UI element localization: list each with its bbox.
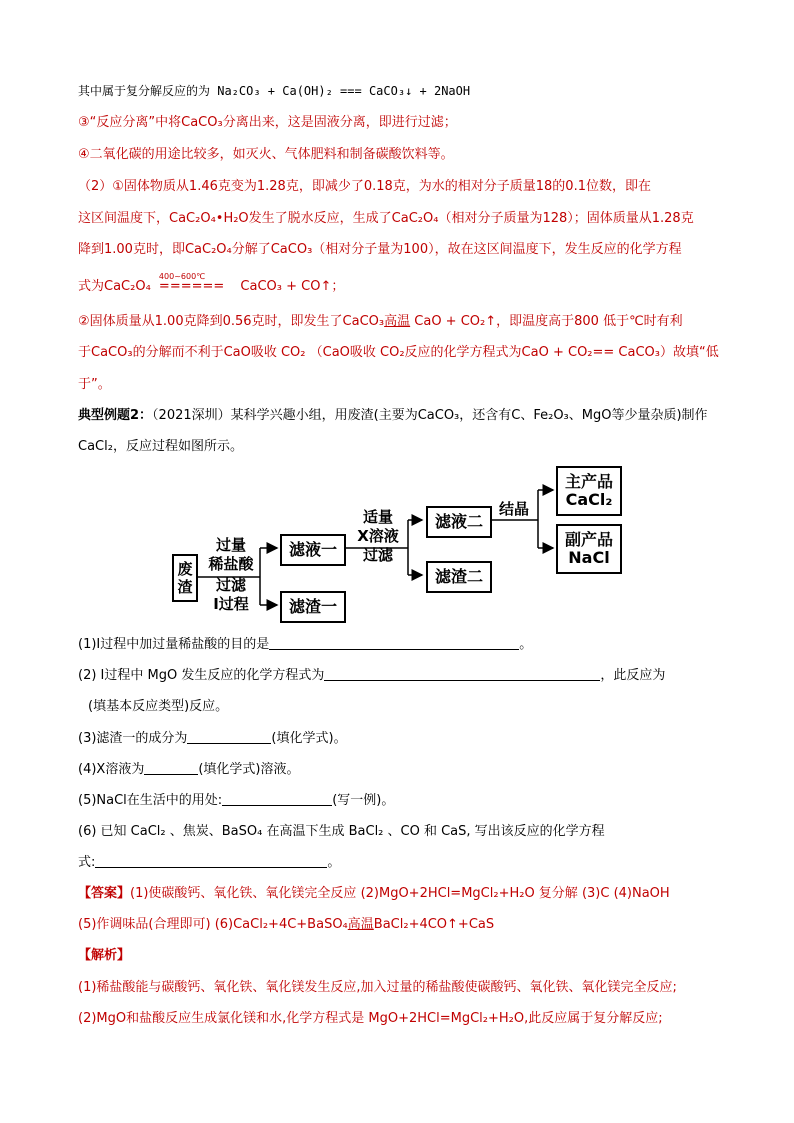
text-line-4: （2）①固体物质从1.46克变为1.28克，即减少了0.18克，为水的相对分子质量18的0.1位数，即在 (78, 179, 651, 194)
text-line-7 (78, 272, 345, 297)
question-6-end: 。 (327, 855, 341, 870)
text-line-7-end: CaCO₃ + CO↑； (240, 279, 345, 294)
question-1-text: (1)Ⅰ过程中加过量稀盐酸的目的是 (78, 637, 270, 652)
filtrate1-box: 滤液一 (280, 534, 346, 566)
answer-blank-4[interactable] (144, 760, 198, 775)
text-line-3: ④二氧化碳的用途比较多，如灭火、气体肥料和制备碳酸饮料等。 (78, 147, 454, 162)
question-5 (78, 791, 394, 811)
condition-text: 400~600℃ (158, 272, 206, 281)
text-line-1: 其中属于复分解反应的为 Na₂CO₃ + Ca(OH)₂ === CaCO₃↓ + 2NaOH (78, 84, 471, 98)
text-line-9: 于CaCO₃的分解而不利于CaO吸收 CO₂ （CaO吸收 CO₂反应的化学方程式为CaO + CO₂== CaCO₃）故填“低 (78, 345, 719, 360)
text-line-2: ③“反应分离”中将CaCO₃分离出来，这是固液分离，即进行过滤； (78, 115, 457, 130)
residue1-box: 滤渣一 (280, 591, 346, 623)
answer-blank-1[interactable] (269, 635, 519, 650)
question-2-cont: (填基本反应类型)反应。 (88, 699, 229, 714)
main-product-box: 主产品 CaCl₂ (556, 466, 622, 516)
text-line-6: 降到1.00克时，即CaC₂O₄分解了CaCO₃（相对分子量为100），故在这区间温度下，发生反应的化学方程 (78, 242, 682, 257)
equals-sign: ====== (158, 279, 225, 294)
question-4-text: (4)X溶液为 (78, 762, 145, 777)
answer-line-1 (78, 884, 670, 904)
question-5-end: (写一例)。 (332, 793, 395, 808)
text-line-8-start: ②固体质量从1.00克降到0.56克时，即发生了CaCO₃ (78, 314, 385, 329)
answer-high-temp: 高温 (347, 917, 374, 932)
question-1 (78, 635, 532, 655)
question-3 (78, 729, 347, 749)
question-2 (78, 666, 665, 686)
question-4 (78, 760, 299, 780)
text-line-7-start: 式为CaC₂O₄ (78, 279, 151, 294)
residue2-box: 滤渣二 (426, 561, 492, 593)
question-3-text: (3)滤渣一的成分为 (78, 731, 188, 746)
high-temp-condition: 高温 (384, 314, 411, 329)
text-line-5: 这区间温度下，CaC₂O₄•H₂O发生了脱水反应，生成了CaC₂O₄（相对分子质量为128）；固体质量从1.28克 (78, 211, 694, 226)
by-product-box: 副产品 NaCl (556, 524, 622, 574)
question-4-end: (填化学式)溶液。 (198, 762, 300, 777)
filtrate2-box: 滤液二 (426, 506, 492, 538)
question-2-text: (2) Ⅰ过程中 MgO 发生反应的化学方程式为 (78, 668, 325, 683)
question-6: (6) 已知 CaCl₂ 、焦炭、BaSO₄ 在高温下生成 BaCl₂ 、CO 和 CaS, 写出该反应的化学方程 (78, 824, 605, 839)
answer-text-2-end: BaCl₂+4CO↑+CaS (373, 917, 495, 932)
example-heading (78, 406, 708, 426)
question-3-end: (填化学式)。 (271, 731, 347, 746)
step1-process-label: 过滤 Ⅰ过程 (213, 576, 249, 613)
answer-text-2-start: (5)作调味品(合理即可) (6)CaCl₂+4C+BaSO₄ (78, 917, 348, 932)
answer-line-2 (78, 915, 494, 935)
crystallize-label: 结晶 (498, 500, 529, 518)
example-text-2: CaCl₂，反应过程如图所示。 (78, 439, 243, 454)
question-6-prefix: 式: (78, 855, 96, 870)
example-text: （2021深圳）某科学兴趣小组，用废渣(主要为CaCO₃，还含有C、Fe₂O₃、MgO等少量杂质)制作 (152, 408, 708, 423)
process-flow-diagram (170, 462, 630, 622)
answer-blank-2[interactable] (324, 666, 600, 681)
step1-reagent-label: 过量 稀盐酸 (208, 536, 254, 573)
explanation-label: 【解析】 (78, 948, 131, 963)
example-label: 典型例题2： (78, 408, 153, 423)
text-line-10: 于”。 (78, 377, 111, 392)
answer-label: 【答案】 (78, 886, 131, 901)
explanation-line-2: (2)MgO和盐酸反应生成氯化镁和水,化学方程式是 MgO+2HCl=MgCl₂+H₂O,此反应属于复分解反应; (78, 1011, 663, 1026)
question-6-cont (78, 853, 340, 873)
text-line-8-end: CaO + CO₂↑，即温度高于800 低于℃时有利 (410, 314, 683, 329)
question-2-mid: ，此反应为 (600, 668, 666, 683)
explanation-line-1: (1)稀盐酸能与碳酸钙、氧化铁、氧化镁发生反应,加入过量的稀盐酸使碳酸钙、氧化铁、氧化镁完全反应; (78, 980, 677, 995)
text-line-8 (78, 312, 683, 332)
answer-blank-5[interactable] (222, 791, 332, 806)
answer-blank-6[interactable] (95, 853, 327, 868)
question-5-text: (5)NaCl在生活中的用处: (78, 793, 223, 808)
step2-label: 适量 X溶液 过滤 (357, 508, 399, 564)
answer-text-1: (1)使碳酸钙、氧化铁、氧化镁完全反应 (2)MgO+2HCl=MgCl₂+H₂O 复分解 (3)C (4)NaOH (130, 886, 670, 901)
reaction-condition (158, 272, 225, 297)
question-1-end: 。 (519, 637, 533, 652)
answer-blank-3[interactable] (187, 729, 271, 744)
waste-box: 废 渣 (172, 554, 198, 602)
